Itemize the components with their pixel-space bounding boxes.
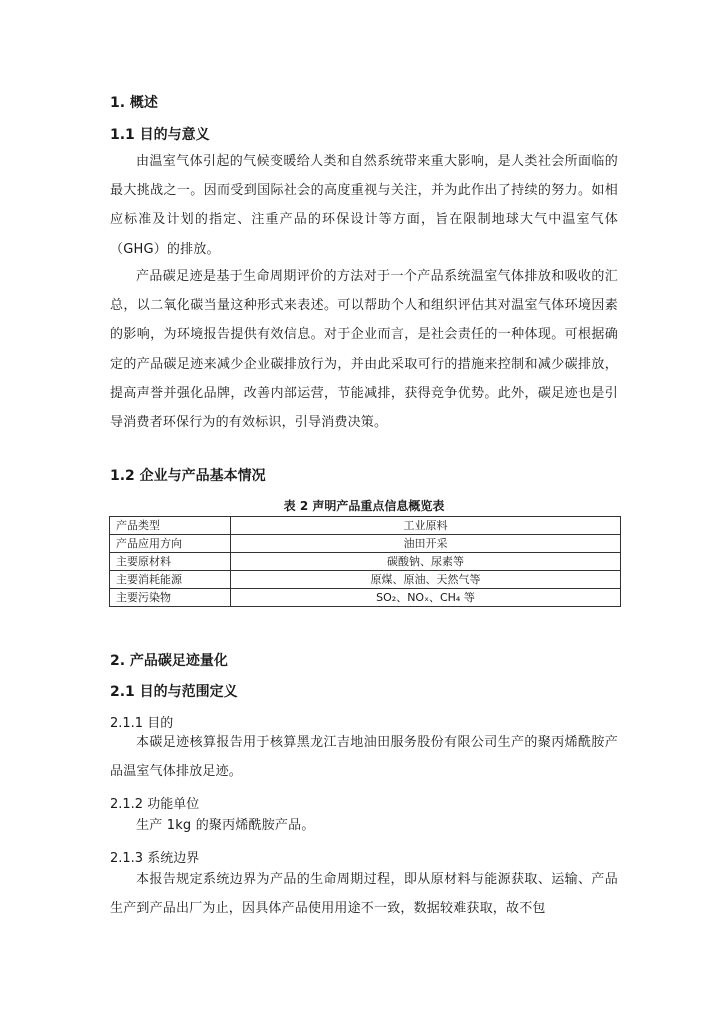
row-key: 主要原材料 <box>110 553 231 571</box>
table-row <box>110 571 621 589</box>
row-value: 油田开采 <box>231 535 621 553</box>
paragraph-system-boundary: 本报告规定系统边界为产品的生命周期过程，即从原材料与能源获取、运输、产品生产到产品出厂为止，因具体产品使用用途不一致，数据较难获取，故不包 <box>110 872 618 917</box>
section-1-1-heading: 1.1 目的与意义 <box>110 127 210 143</box>
section-2-1-heading: 2.1 目的与范围定义 <box>110 684 238 700</box>
row-key: 主要污染物 <box>110 589 231 607</box>
row-key: 产品应用方向 <box>110 535 231 553</box>
table-row <box>110 589 621 607</box>
section-1-2-heading: 1.2 企业与产品基本情况 <box>110 468 266 484</box>
row-key: 产品类型 <box>110 517 231 535</box>
section-2-heading: 2. 产品碳足迹量化 <box>110 653 228 669</box>
paragraph-purpose: 由温室气体引起的气候变暖给人类和自然系统带来重大影响，是人类社会所面临的最大挑战之一。因而受到国际社会的高度重视与关注，并为此作出了持续的努力。如相应标准及计划的指定、注重产品的环保设计等方面，旨在限制地球大气中温室气体（GHG）的排放。 <box>110 154 618 257</box>
section-2-1-3-heading: 2.1.3 系统边界 <box>110 851 200 866</box>
paragraph-report-purpose: 本碳足迹核算报告用于核算黑龙江吉地油田服务股份有限公司生产的聚丙烯酰胺产品温室气体排放足迹。 <box>110 735 618 780</box>
table-row <box>110 535 621 553</box>
table-row <box>110 517 621 535</box>
row-value: SO₂、NOₓ、CH₄ 等 <box>231 589 621 607</box>
section-2-1-2-heading: 2.1.2 功能单位 <box>110 797 200 812</box>
row-value: 工业原料 <box>231 517 621 535</box>
table-row <box>110 553 621 571</box>
product-info-table <box>109 516 621 607</box>
section-1-heading: 1. 概述 <box>110 95 158 111</box>
paragraph-carbon-footprint: 产品碳足迹是基于生命周期评价的方法对于一个产品系统温室气体排放和吸收的汇总，以二氧化碳当量这种形式来表述。可以帮助个人和组织评估其对温室气体环境因素的影响，为环境报告提供有效信息。对于企业而言，是社会责任的一种体现。可根据确定的产品碳足迹来减少企业碳排放行为，并由此采取可行的措施来控制和减少碳排放，提高声誉并强化品牌，改善内部运营，节能减排，获得竞争优势。此外，碳足迹也是引导消费者环保行为的有效标识，引导消费决策。 <box>110 269 618 431</box>
section-2-1-1-heading: 2.1.1 目的 <box>110 716 174 731</box>
row-value: 碳酸钠、尿素等 <box>231 553 621 571</box>
paragraph-functional-unit: 生产 1kg 的聚丙烯酰胺产品。 <box>136 818 315 833</box>
row-value: 原煤、原油、天然气等 <box>231 571 621 589</box>
table-caption: 表 2 声明产品重点信息概览表 <box>283 499 445 513</box>
row-key: 主要消耗能源 <box>110 571 231 589</box>
